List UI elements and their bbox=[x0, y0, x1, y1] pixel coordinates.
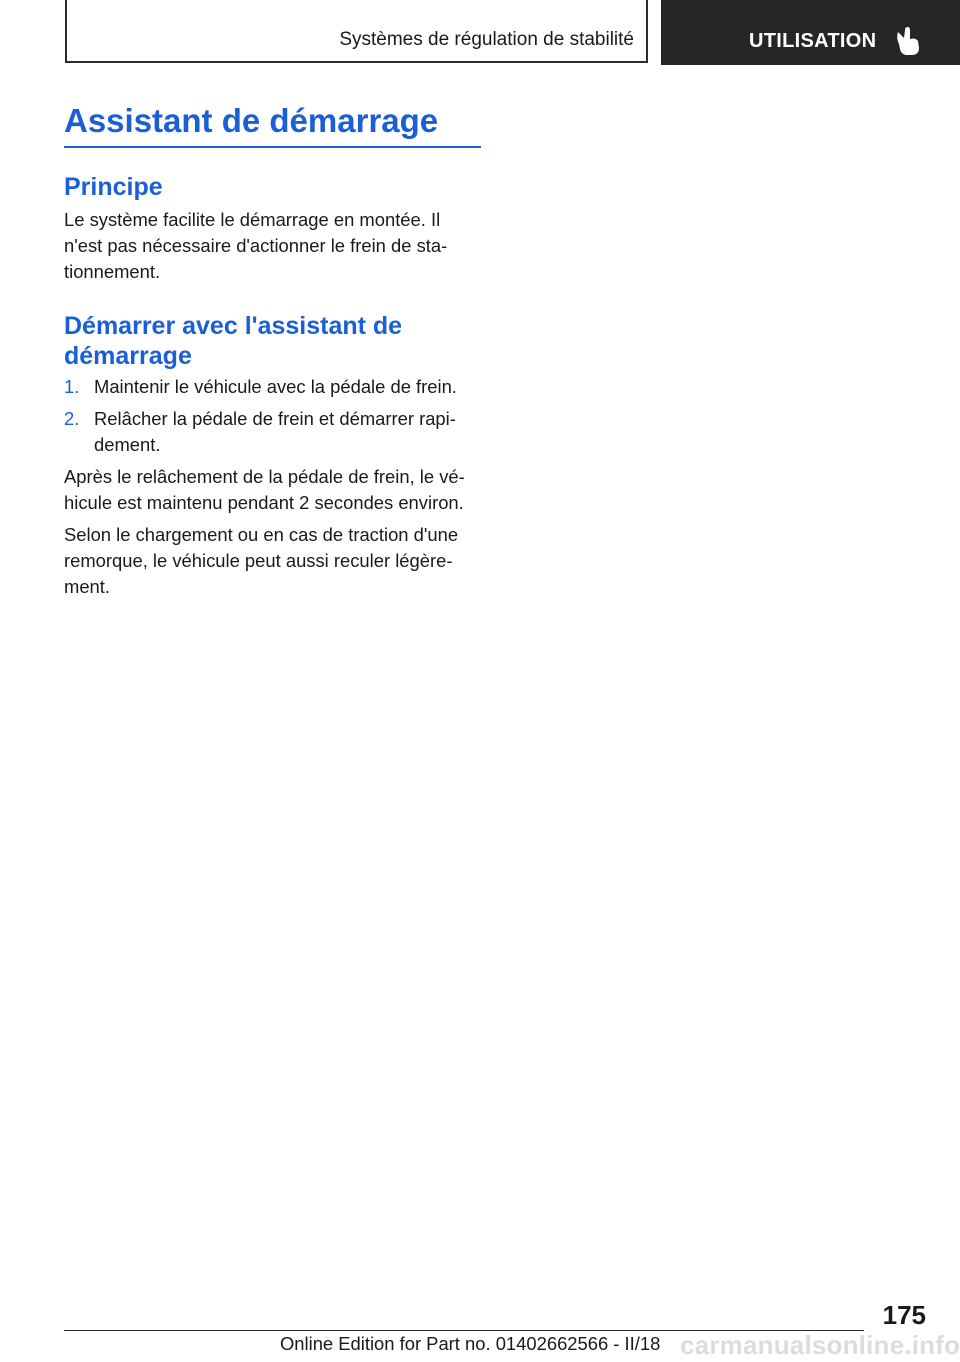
text-line: remorque, le véhicule peut aussi reculer légère- bbox=[64, 550, 453, 571]
page-number: 175 bbox=[882, 1300, 926, 1330]
header-section-box bbox=[65, 0, 648, 63]
step-text: Relâcher la pédale de frein et démarrer rapi- bbox=[94, 408, 456, 429]
step-text: Maintenir le véhicule avec la pédale de frein. bbox=[94, 376, 457, 397]
text-line: n'est pas nécessaire d'actionner le frein de sta- bbox=[64, 235, 448, 256]
edition-text: Online Edition for Part no. 01402662566 - II/18 bbox=[280, 1333, 661, 1354]
title-underline bbox=[64, 146, 481, 148]
step-number: 2. bbox=[64, 408, 80, 429]
section-title: Systèmes de régulation de stabilité bbox=[339, 29, 634, 50]
heading-line: démarrage bbox=[64, 342, 192, 370]
principle-heading: Principe bbox=[64, 173, 163, 201]
chapter-label: UTILISATION bbox=[749, 30, 877, 52]
page-title: Assistant de démarrage bbox=[64, 102, 439, 139]
step-item bbox=[64, 374, 484, 400]
start-heading bbox=[64, 311, 402, 371]
text-line: Le système facilite le démarrage en montée. Il bbox=[64, 209, 441, 230]
pointing-hand-icon bbox=[895, 26, 921, 56]
step-item bbox=[64, 406, 484, 458]
text-line: tionnement. bbox=[64, 261, 161, 282]
principle-paragraph bbox=[64, 207, 484, 285]
watermark: carmanualsonline.info bbox=[680, 1330, 960, 1360]
step-number: 1. bbox=[64, 376, 80, 397]
heading-line: Démarrer avec l'assistant de bbox=[64, 312, 403, 340]
release-paragraph bbox=[64, 464, 484, 516]
load-paragraph bbox=[64, 522, 484, 600]
text-line: Selon le chargement ou en cas de traction d'une bbox=[64, 524, 459, 545]
text-line: ment. bbox=[64, 576, 110, 597]
text-line: Après le relâchement de la pédale de frein, le vé- bbox=[64, 466, 465, 487]
text-line: hicule est maintenu pendant 2 secondes environ. bbox=[64, 492, 464, 513]
chapter-tab[interactable] bbox=[661, 0, 960, 65]
step-text: dement. bbox=[94, 434, 161, 455]
